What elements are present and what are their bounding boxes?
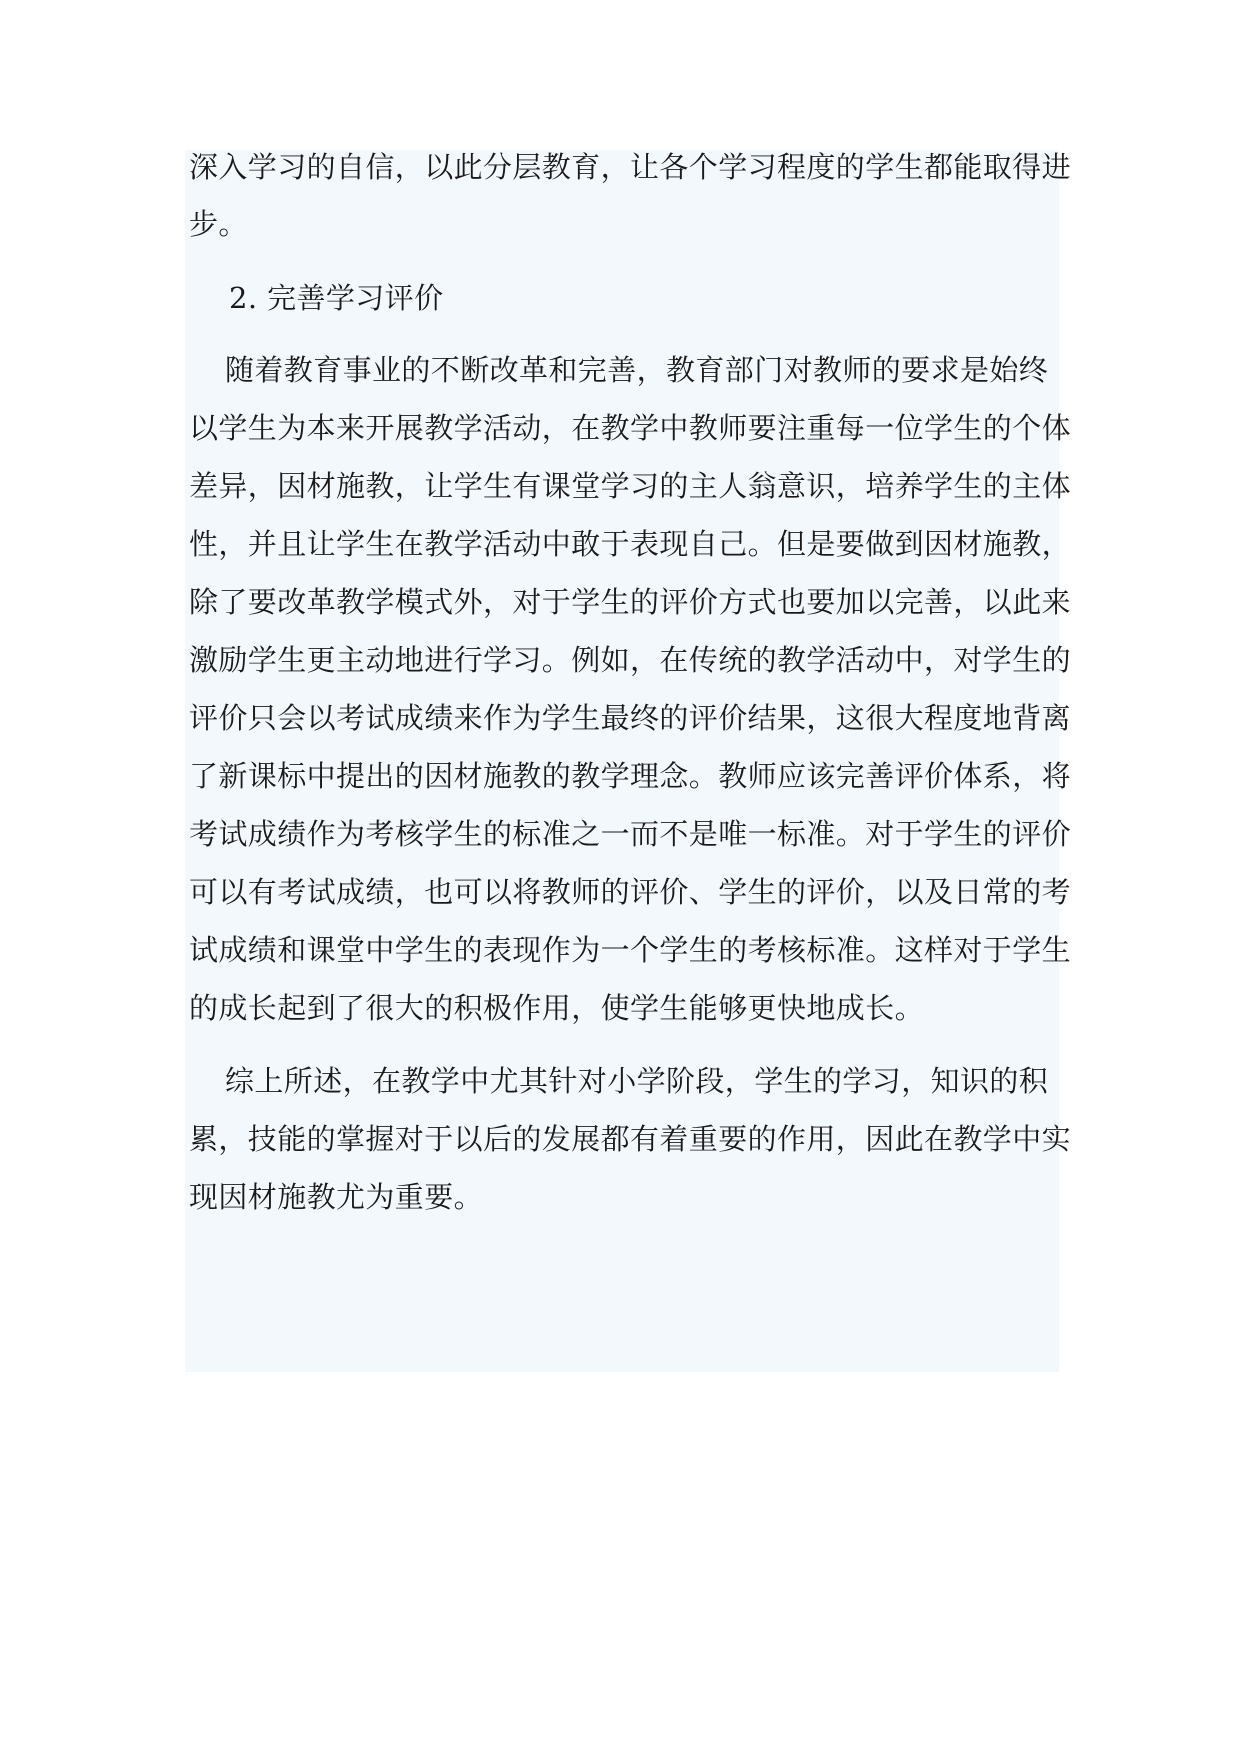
paragraph-2-line-12: 的成长起到了很大的积极作用，使学生能够更快地成长。: [189, 991, 925, 1025]
paragraph-2-line-9: 考试成绩作为考核学生的标准之一而不是唯一标准。对于学生的评价: [189, 817, 1072, 851]
paragraph-2-line-5: 除了要改革教学模式外，对于学生的评价方式也要加以完善，以此来: [189, 585, 1072, 619]
paragraph-3-line-1: 综上所述，在教学中尤其针对小学阶段，学生的学习，知识的积: [225, 1064, 1049, 1098]
paragraph-3-line-2: 累，技能的掌握对于以后的发展都有着重要的作用，因此在教学中实: [189, 1122, 1072, 1156]
text-block: [185, 150, 1072, 1372]
paragraph-2-line-6: 激励学生更主动地进行学习。例如，在传统的教学活动中，对学生的: [189, 643, 1072, 677]
paragraph-1-line-2: 步。: [189, 207, 248, 241]
paragraph-2-line-2: 以学生为本来开展教学活动，在教学中教师要注重每一位学生的个体: [189, 411, 1072, 445]
paragraph-2-line-1: 随着教育事业的不断改革和完善，教育部门对教师的要求是始终: [225, 353, 1049, 387]
paragraph-3-line-3: 现因材施教尤为重要。: [189, 1180, 484, 1214]
paragraph-2-line-4: 性，并且让学生在教学活动中敢于表现自己。但是要做到因材施教，: [189, 527, 1072, 561]
section-heading: 2. 完善学习评价: [229, 281, 444, 315]
paragraph-2-line-7: 评价只会以考试成绩来作为学生最终的评价结果，这很大程度地背离: [189, 701, 1072, 735]
paragraph-1-line-1: 深入学习的自信，以此分层教育，让各个学习程度的学生都能取得进: [189, 150, 1072, 184]
paragraph-2-line-8: 了新课标中提出的因材施教的教学理念。教师应该完善评价体系，将: [189, 759, 1072, 793]
paragraph-2-line-3: 差异，因材施教，让学生有课堂学习的主人翁意识，培养学生的主体: [189, 469, 1072, 503]
paragraph-2-line-11: 试成绩和课堂中学生的表现作为一个学生的考核标准。这样对于学生: [189, 933, 1072, 967]
paragraph-2-line-10: 可以有考试成绩，也可以将教师的评价、学生的评价，以及日常的考: [189, 875, 1072, 909]
